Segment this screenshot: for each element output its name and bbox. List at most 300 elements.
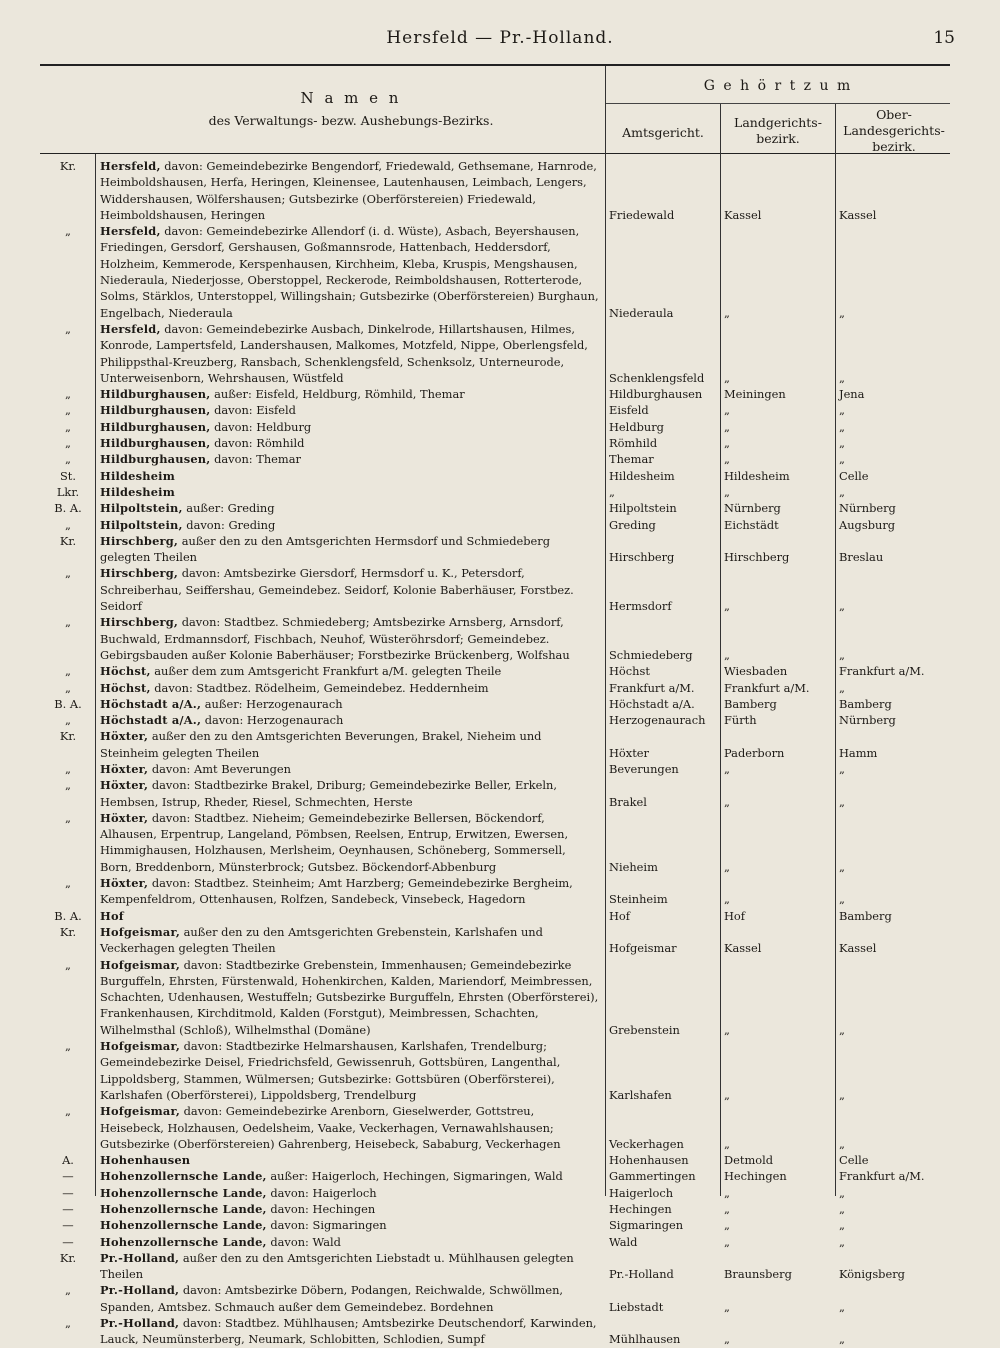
amtsgericht-cell — [606, 1152, 720, 1168]
olg-cell-text: „ — [839, 403, 845, 418]
district-type-text: „ — [65, 810, 71, 825]
district-name: Hohenzollernsche Lande, — [100, 1169, 267, 1184]
district-type-text: „ — [65, 436, 71, 451]
table-row — [40, 663, 950, 679]
district-name-cell — [96, 1201, 606, 1217]
olg-cell — [835, 435, 950, 451]
olg-cell — [835, 386, 950, 402]
landgericht-cell-text: „ — [724, 436, 730, 451]
district-type-text: „ — [65, 778, 71, 793]
district-name: Hofgeismar, — [100, 1104, 180, 1119]
landgericht-cell — [720, 1038, 835, 1103]
district-type-text: „ — [65, 566, 71, 581]
landgericht-cell-text: „ — [724, 1299, 730, 1314]
landgericht-cell-text: Bamberg — [724, 696, 777, 711]
amtsgericht-cell — [606, 1168, 720, 1184]
olg-cell — [835, 402, 950, 418]
olg-cell — [835, 957, 950, 1038]
amtsgericht-cell — [606, 386, 720, 402]
district-name: Hirschberg, — [100, 615, 179, 630]
amtsgericht-cell-text: Liebstadt — [609, 1299, 664, 1314]
olg-cell-text: Kassel — [839, 941, 877, 956]
district-description: davon: Stadtbez. Rödelheim, Gemeindebez. Heddernheim — [150, 680, 489, 695]
district-name: Höxter, — [100, 876, 149, 891]
amtsgericht-cell — [606, 1103, 720, 1152]
landgericht-cell-text: „ — [724, 1202, 730, 1216]
olg-cell — [835, 680, 950, 696]
district-name-cell — [96, 908, 606, 924]
olg-cell — [835, 1250, 950, 1283]
amtsgericht-cell-text: Karlshafen — [609, 1087, 672, 1102]
table-row — [40, 1038, 950, 1103]
table-row — [40, 761, 950, 777]
amtsgericht-cell-text: Höchst — [609, 664, 650, 679]
table-row — [40, 533, 950, 566]
col-olg-header: Ober-Landesgerichts-bezirk. — [843, 107, 945, 154]
district-name: Hildburghausen, — [100, 452, 211, 467]
district-description: davon: Stadtbezirke Helmarshausen, Karlshafen, Trendelburg; Gemeindebezirke Deisel, Friedrichsfeld, Gewissenruh, Gottsbüren, Langenthal, Lippoldsberg, Stammen, Wülmersen; Gutsbezirke: Gottsbüren (Oberförsterei), Karlshafen (Oberförsterei), Lippoldsberg, Trendelburg — [100, 1039, 561, 1102]
landgericht-cell — [720, 908, 835, 924]
olg-cell — [835, 761, 950, 777]
district-type — [40, 1168, 96, 1184]
landgericht-cell-text: „ — [724, 761, 730, 776]
amtsgericht-cell — [606, 419, 720, 435]
table-row — [40, 810, 950, 875]
olg-cell-text: „ — [839, 1185, 845, 1200]
district-type — [40, 386, 96, 402]
district-description: davon: Amtsbezirke Döbern, Podangen, Reichwalde, Schwöllmen, Spanden, Amtsbez. Schmauch außer dem Gemeindebez. Bordehnen — [100, 1283, 564, 1314]
district-description: davon: Gemeindebezirke Bengendorf, Friedewald, Gethsemane, Harnrode, Heimboldshausen, Herfa, Heringen, Kleinensee, Lautenhausen, Leimbach, Lengers, Widdershausen, Wölfershausen; Gutsbezirke (Oberförstereien) Friedewald, Heimboldshausen, Heringen — [100, 159, 597, 222]
amtsgericht-cell-text: Mühlhausen — [609, 1332, 681, 1347]
district-type — [40, 468, 96, 484]
olg-cell — [835, 810, 950, 875]
landgericht-cell-text: Hechingen — [724, 1169, 787, 1184]
amtsgericht-cell — [606, 565, 720, 614]
amtsgericht-cell — [606, 908, 720, 924]
amtsgericht-cell-text: Schmiedeberg — [609, 647, 693, 662]
amtsgericht-cell-text: Hohenhausen — [609, 1153, 689, 1168]
page-header — [0, 28, 1000, 56]
district-name-cell — [96, 761, 606, 777]
district-name: Hirschberg, — [100, 533, 179, 548]
olg-cell — [835, 1201, 950, 1217]
amtsgericht-cell — [606, 1185, 720, 1201]
district-name: Hildburghausen, — [100, 436, 211, 451]
district-type-text: St. — [59, 468, 76, 483]
district-type — [40, 158, 96, 223]
amtsgericht-cell-text: „ — [609, 484, 615, 499]
district-name: Hildburghausen, — [100, 419, 211, 434]
district-type-text: — — [62, 1202, 74, 1216]
district-name: Hildesheim — [100, 468, 175, 483]
district-name-cell — [96, 1217, 606, 1233]
district-type-text: „ — [65, 957, 71, 972]
district-description: außer: Greding — [182, 501, 275, 516]
district-type-text: „ — [65, 615, 71, 630]
district-description: davon: Gemeindebezirke Arenborn, Gieselwerder, Gottstreu, Heisebeck, Holzhausen, Oedelsheim, Vaake, Veckerhagen, Vernawahlshausen; Gutsbezirke (Oberförstereien) Gahrenberg, Heisebeck, Sababurg, Veckerhagen — [100, 1104, 561, 1151]
amtsgericht-cell-text: Hechingen — [609, 1202, 672, 1216]
district-type-text: „ — [65, 1039, 71, 1054]
landgericht-cell — [720, 517, 835, 533]
landgericht-cell-text: „ — [724, 370, 730, 385]
landgericht-cell — [720, 1217, 835, 1233]
district-type — [40, 484, 96, 500]
district-name: Hof — [100, 908, 124, 923]
amtsgericht-cell-text: Hildesheim — [609, 468, 675, 483]
district-type-text: „ — [65, 1283, 71, 1298]
table-row — [40, 321, 950, 386]
district-type-text: „ — [65, 876, 71, 891]
landgericht-cell — [720, 402, 835, 418]
olg-cell — [835, 712, 950, 728]
table-row — [40, 386, 950, 402]
district-type — [40, 810, 96, 875]
landgericht-cell-text: „ — [724, 794, 730, 809]
district-type — [40, 908, 96, 924]
olg-cell — [835, 419, 950, 435]
district-description: davon: Stadtbez. Nieheim; Gemeindebezirke Bellersen, Böckendorf, Alhausen, Erpentrup, Langeland, Pömbsen, Reelsen, Entrup, Erwitzen, Ewersen, Himmighausen, Holzhausen, Merlsheim, Oeynhausen, Schöneberg, Sommersell, Born, Breddenborn, Münsterbrock; Gutsbez. Böckendorf-Abbenburg — [100, 810, 569, 874]
district-type — [40, 1315, 96, 1348]
district-name: Hohenhausen — [100, 1153, 191, 1168]
district-name-cell — [96, 451, 606, 467]
amtsgericht-cell — [606, 533, 720, 566]
district-description: davon: Herzogenaurach — [201, 713, 344, 728]
district-type — [40, 728, 96, 761]
amtsgericht-cell — [606, 777, 720, 810]
district-name-cell — [96, 1038, 606, 1103]
olg-cell — [835, 1217, 950, 1233]
district-type — [40, 1250, 96, 1283]
table-row — [40, 728, 950, 761]
table-row — [40, 1185, 950, 1201]
district-name-cell — [96, 875, 606, 908]
table-row — [40, 500, 950, 516]
landgericht-cell-text: „ — [724, 647, 730, 662]
district-name-cell — [96, 517, 606, 533]
amtsgericht-cell — [606, 810, 720, 875]
olg-cell-text: „ — [839, 1218, 845, 1233]
landgericht-cell — [720, 321, 835, 386]
landgericht-cell-text: „ — [724, 892, 730, 907]
landgericht-cell — [720, 761, 835, 777]
landgericht-cell — [720, 1234, 835, 1250]
olg-cell-text: „ — [839, 599, 845, 614]
amtsgericht-cell-text: Gammertingen — [609, 1169, 696, 1184]
district-name: Hohenzollernsche Lande, — [100, 1218, 267, 1233]
header-bottom-rule — [40, 153, 950, 154]
olg-cell-text: „ — [839, 419, 845, 434]
district-type-text: — — [62, 1185, 74, 1200]
names-subtitle: des Verwaltungs- bezw. Aushebungs-Bezirks. — [208, 113, 494, 128]
district-name-cell — [96, 680, 606, 696]
olg-cell-text: „ — [839, 1087, 845, 1102]
landgericht-cell — [720, 810, 835, 875]
landgericht-cell-text: Kassel — [724, 207, 762, 222]
olg-cell — [835, 321, 950, 386]
olg-cell-text: „ — [839, 1299, 845, 1314]
district-name-cell — [96, 419, 606, 435]
amtsgericht-cell — [606, 761, 720, 777]
district-type-text: B. A. — [54, 696, 82, 711]
amtsgericht-cell — [606, 1038, 720, 1103]
landgericht-cell — [720, 435, 835, 451]
olg-cell-text: Celle — [839, 1153, 869, 1168]
district-name-cell — [96, 1234, 606, 1250]
amtsgericht-cell-text: Haigerloch — [609, 1185, 674, 1200]
district-type — [40, 1038, 96, 1103]
landgericht-cell-text: „ — [724, 452, 730, 467]
olg-cell — [835, 468, 950, 484]
district-name-cell — [96, 484, 606, 500]
district-type-text: Kr. — [59, 924, 77, 939]
district-type — [40, 924, 96, 957]
landgericht-cell-text: Detmold — [724, 1153, 774, 1168]
table-row — [40, 614, 950, 663]
landgericht-cell — [720, 957, 835, 1038]
landgericht-cell — [720, 696, 835, 712]
district-type-text: — — [62, 1234, 74, 1249]
belongs-rule — [606, 103, 950, 104]
district-description: davon: Haigerloch — [266, 1185, 377, 1200]
district-name: Hohenzollernsche Lande, — [100, 1234, 267, 1249]
district-description: davon: Hechingen — [266, 1202, 376, 1216]
amtsgericht-cell-text: Sigmaringen — [609, 1218, 684, 1233]
district-type — [40, 1152, 96, 1168]
district-name-cell — [96, 1250, 606, 1283]
landgericht-cell-text: Hildesheim — [724, 468, 790, 483]
amtsgericht-cell-text: Höchstadt a/A. — [609, 696, 695, 711]
amtsgericht-cell — [606, 517, 720, 533]
amtsgericht-cell-text: Römhild — [609, 436, 658, 451]
district-type — [40, 696, 96, 712]
amtsgericht-cell-text: Nieheim — [609, 859, 658, 874]
district-name: Hildburghausen, — [100, 387, 211, 402]
district-type — [40, 517, 96, 533]
top-rule — [40, 64, 950, 66]
table-row — [40, 484, 950, 500]
amtsgericht-cell — [606, 875, 720, 908]
district-description: davon: Stadtbez. Schmiedeberg; Amtsbezirke Arnsberg, Arnsdorf, Buchwald, Erdmannsdorf, Fischbach, Neuhof, Wüsteröhrsdorf; Gemeindebez. Gebirgsbauden außer Kolonie Baberhäuser; Forstbezirke Brückenberg, Wolfshau — [100, 615, 570, 662]
district-name-cell — [96, 533, 606, 566]
amtsgericht-cell-text: Grebenstein — [609, 1022, 680, 1037]
landgericht-cell-text: „ — [724, 484, 730, 499]
landgericht-cell-text: Braunsberg — [724, 1267, 792, 1282]
district-type — [40, 565, 96, 614]
amtsgericht-cell — [606, 484, 720, 500]
district-name-cell — [96, 565, 606, 614]
district-type — [40, 663, 96, 679]
olg-cell-text: „ — [839, 1022, 845, 1037]
amtsgericht-cell — [606, 614, 720, 663]
landgericht-cell — [720, 223, 835, 321]
district-description: davon: Römhild — [210, 436, 305, 451]
table-row — [40, 875, 950, 908]
district-type — [40, 875, 96, 908]
table-row — [40, 777, 950, 810]
district-type — [40, 1282, 96, 1315]
district-name: Hersfeld, — [100, 321, 161, 336]
page-number: 15 — [933, 28, 955, 48]
olg-cell-text: „ — [839, 305, 845, 320]
olg-cell — [835, 1315, 950, 1348]
landgericht-cell — [720, 875, 835, 908]
district-description: davon: Eisfeld — [210, 403, 296, 418]
amtsgericht-cell-text: Schenklengsfeld — [609, 370, 705, 385]
district-name: Hirschberg, — [100, 566, 179, 581]
table-row — [40, 924, 950, 957]
district-type — [40, 533, 96, 566]
district-type-text: „ — [65, 517, 71, 532]
district-type — [40, 402, 96, 418]
olg-cell-text: Breslau — [839, 550, 884, 565]
table-row — [40, 1103, 950, 1152]
district-description: außer den zu den Amtsgerichten Liebstadt u. Mühlhausen gelegten Theilen — [100, 1250, 574, 1282]
district-type-text: — — [62, 1218, 74, 1233]
table-row — [40, 1315, 950, 1348]
olg-cell-text: „ — [839, 1234, 845, 1249]
district-name-cell — [96, 957, 606, 1038]
landgericht-cell-text: Meiningen — [724, 387, 786, 402]
district-description: davon: Stadtbez. Mühlhausen; Amtsbezirke Deutschendorf, Karwinden, Lauck, Neumünsterberg, Neumark, Schlobitten, Schlodien, Sumpf — [100, 1316, 597, 1347]
amtsgericht-cell-text: Themar — [609, 452, 654, 467]
landgericht-cell — [720, 1152, 835, 1168]
district-name: Hilpoltstein, — [100, 517, 183, 532]
landgericht-cell-text: Hirschberg — [724, 550, 790, 565]
landgericht-cell — [720, 1282, 835, 1315]
landgericht-cell-text: „ — [724, 1332, 730, 1347]
table-row — [40, 1282, 950, 1315]
district-name: Höxter, — [100, 729, 149, 744]
district-name-cell — [96, 712, 606, 728]
olg-cell-text: Frankfurt a/M. — [839, 664, 925, 679]
district-type-text: Lkr. — [56, 484, 80, 499]
olg-cell — [835, 1234, 950, 1250]
olg-cell-text: Bamberg — [839, 908, 892, 923]
district-name-cell — [96, 500, 606, 516]
landgericht-cell-text: „ — [724, 305, 730, 320]
amtsgericht-cell — [606, 158, 720, 223]
table-row — [40, 1201, 950, 1217]
landgericht-cell-text: Kassel — [724, 941, 762, 956]
table-row — [40, 696, 950, 712]
district-type-text: Kr. — [59, 533, 77, 548]
landgericht-cell-text: „ — [724, 1022, 730, 1037]
olg-cell-text: Celle — [839, 468, 869, 483]
district-type — [40, 614, 96, 663]
landgericht-cell-text: Fürth — [724, 713, 757, 728]
olg-cell-text: Frankfurt a/M. — [839, 1169, 925, 1184]
district-description: außer dem zum Amtsgericht Frankfurt a/M. gelegten Theile — [150, 664, 502, 679]
landgericht-cell-text: Nürnberg — [724, 501, 781, 516]
district-type-text: „ — [65, 1104, 71, 1119]
district-name: Höxter, — [100, 810, 149, 825]
landgericht-cell — [720, 680, 835, 696]
landgericht-cell — [720, 484, 835, 500]
landgericht-cell — [720, 500, 835, 516]
amtsgericht-cell — [606, 1234, 720, 1250]
district-name-cell — [96, 1103, 606, 1152]
landgericht-cell-text: Paderborn — [724, 745, 785, 760]
olg-cell-text: Augsburg — [839, 517, 896, 532]
landgericht-cell — [720, 158, 835, 223]
table-row — [40, 1152, 950, 1168]
amtsgericht-cell-text: Frankfurt a/M. — [609, 680, 695, 695]
landgericht-cell — [720, 1315, 835, 1348]
district-name-cell — [96, 924, 606, 957]
district-type — [40, 957, 96, 1038]
district-type-text: B. A. — [54, 908, 82, 923]
olg-cell-text: „ — [839, 761, 845, 776]
district-name: Hofgeismar, — [100, 924, 180, 939]
col-landgericht-header: Landgerichts-bezirk. — [734, 115, 822, 146]
olg-cell — [835, 614, 950, 663]
amtsgericht-cell-text: Hofgeismar — [609, 941, 677, 956]
district-name: Höchst, — [100, 680, 151, 695]
olg-cell-text: „ — [839, 370, 845, 385]
landgericht-cell — [720, 1103, 835, 1152]
district-description: davon: Wald — [266, 1234, 341, 1249]
olg-cell-text: „ — [839, 859, 845, 874]
district-name: Hohenzollernsche Lande, — [100, 1202, 267, 1216]
district-type — [40, 1185, 96, 1201]
district-name-cell — [96, 402, 606, 418]
district-name: Höxter, — [100, 761, 149, 776]
olg-cell-text: Jena — [839, 387, 865, 402]
district-name-cell — [96, 1315, 606, 1348]
olg-cell-text: „ — [839, 892, 845, 907]
amtsgericht-cell-text: Niederaula — [609, 305, 674, 320]
olg-cell — [835, 1038, 950, 1103]
district-type-text: „ — [65, 224, 71, 239]
district-name-cell — [96, 810, 606, 875]
amtsgericht-cell — [606, 712, 720, 728]
amtsgericht-cell — [606, 321, 720, 386]
district-name-cell — [96, 158, 606, 223]
district-name-cell — [96, 696, 606, 712]
amtsgericht-cell-text: Pr.-Holland — [609, 1267, 674, 1282]
olg-cell-text: „ — [839, 794, 845, 809]
table-row — [40, 680, 950, 696]
landgericht-cell-text: „ — [724, 403, 730, 418]
landgericht-cell — [720, 663, 835, 679]
district-type-text: Kr. — [59, 159, 77, 173]
olg-cell — [835, 696, 950, 712]
olg-cell-text: „ — [839, 484, 845, 499]
district-name: Höchstadt a/A., — [100, 713, 202, 728]
amtsgericht-cell — [606, 663, 720, 679]
amtsgericht-cell — [606, 924, 720, 957]
landgericht-cell-text: „ — [724, 599, 730, 614]
landgericht-cell — [720, 1201, 835, 1217]
amtsgericht-cell — [606, 402, 720, 418]
olg-cell — [835, 223, 950, 321]
district-description: außer: Haigerloch, Hechingen, Sigmaringen, Wald — [266, 1169, 563, 1184]
table-row — [40, 957, 950, 1038]
amtsgericht-cell — [606, 1250, 720, 1283]
district-name: Höchst, — [100, 664, 151, 679]
olg-cell — [835, 875, 950, 908]
landgericht-cell-text: Frankfurt a/M. — [724, 680, 810, 695]
district-type — [40, 1217, 96, 1233]
landgericht-cell-text: „ — [724, 1185, 730, 1200]
amtsgericht-cell-text: Greding — [609, 517, 656, 532]
district-type-text: „ — [65, 321, 71, 336]
district-name-cell — [96, 1152, 606, 1168]
district-type-text: „ — [65, 1316, 71, 1331]
landgericht-cell — [720, 728, 835, 761]
table-row — [40, 1250, 950, 1283]
district-type — [40, 1103, 96, 1152]
